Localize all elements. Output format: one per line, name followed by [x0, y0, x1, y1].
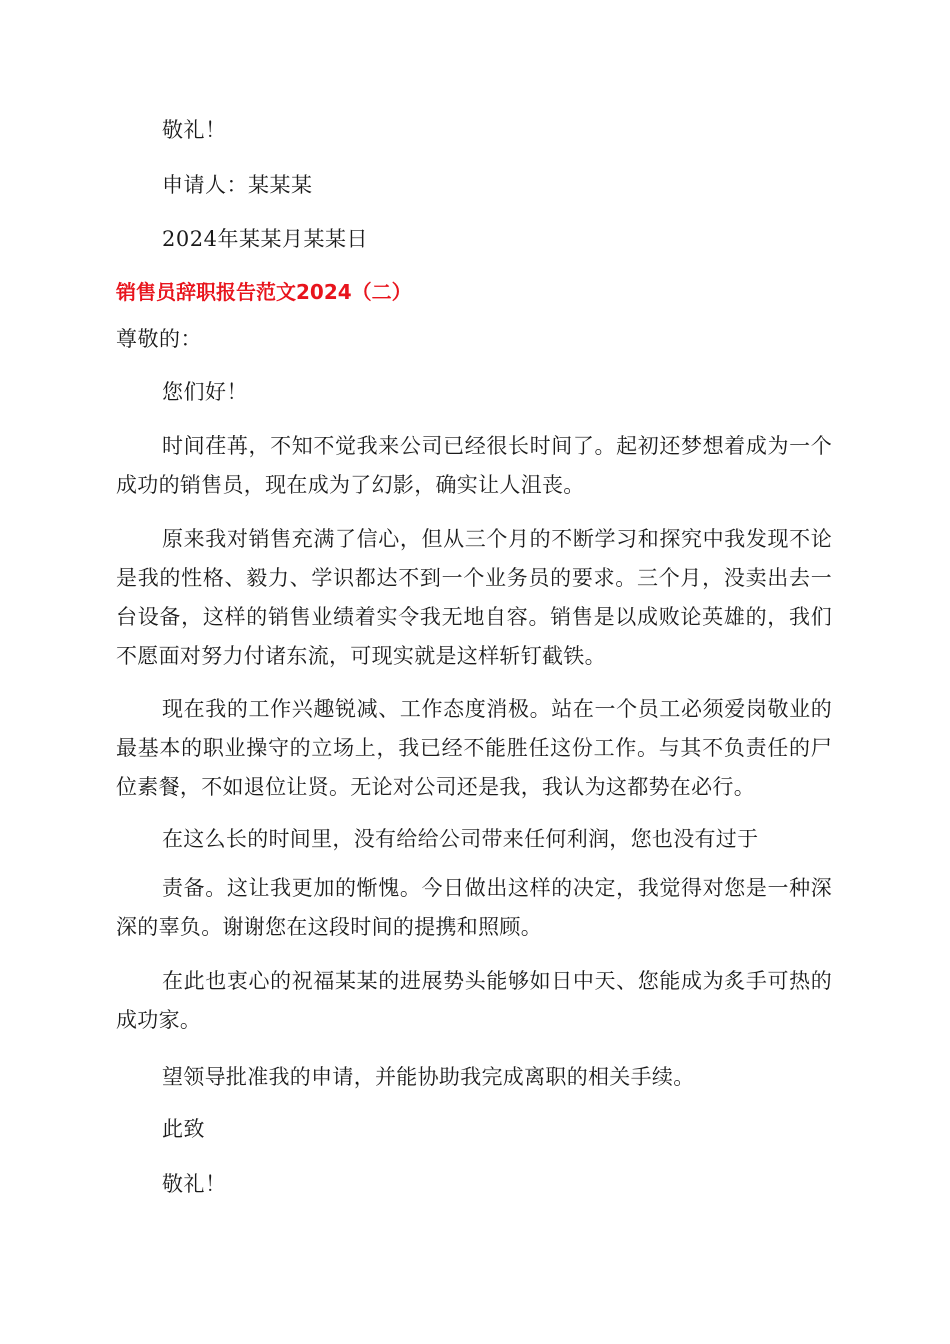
section-heading: 销售员辞职报告范文2024（二） [116, 280, 412, 304]
body-paragraph: 在这么长的时间里，没有给给公司带来任何利润，您也没有过于 [162, 827, 759, 851]
body-paragraph: 在此也衷心的祝福某某的进展势头能够如日中天、您能成为炙手可热的成功家。 [116, 969, 832, 1032]
body-paragraph: 原来我对销售充满了信心，但从三个月的不断学习和探究中我发现不论是我的性格、毅力、学识都达不到一个业务员的要求。三个月，没卖出去一台设备，这样的销售业绩着实令我无地自容。销售是以成败论英雄的，我们不愿面对努力付诸东流，可现实就是这样斩钉截铁。 [116, 527, 832, 668]
greeting-text: 您们好！ [162, 380, 248, 404]
greeting-recipient: 尊敬的： [116, 327, 202, 351]
closing-text: 此致 [162, 1117, 205, 1141]
salute-text: 敬礼！ [162, 118, 227, 142]
body-paragraph: 现在我的工作兴趣锐减、工作态度消极。站在一个员工必须爱岗敬业的最基本的职业操守的立场上，我已经不能胜任这份工作。与其不负责任的尸位素餐，不如退位让贤。无论对公司还是我，我认为这都势在必行。 [116, 697, 832, 799]
applicant-signature: 申请人：某某某 [162, 173, 313, 197]
body-paragraph: 责备。这让我更加的惭愧。今日做出这样的决定，我觉得对您是一种深深的辜负。谢谢您在这段时间的提携和照顾。 [116, 876, 832, 939]
body-paragraph: 望领导批准我的申请，并能协助我完成离职的相关手续。 [162, 1065, 695, 1089]
body-paragraph: 时间荏苒，不知不觉我来公司已经很长时间了。起初还梦想着成为一个成功的销售员，现在成为了幻影，确实让人沮丧。 [116, 434, 832, 497]
salute-text: 敬礼！ [162, 1172, 227, 1196]
letter-date: 2024年某某月某某日 [162, 227, 368, 251]
